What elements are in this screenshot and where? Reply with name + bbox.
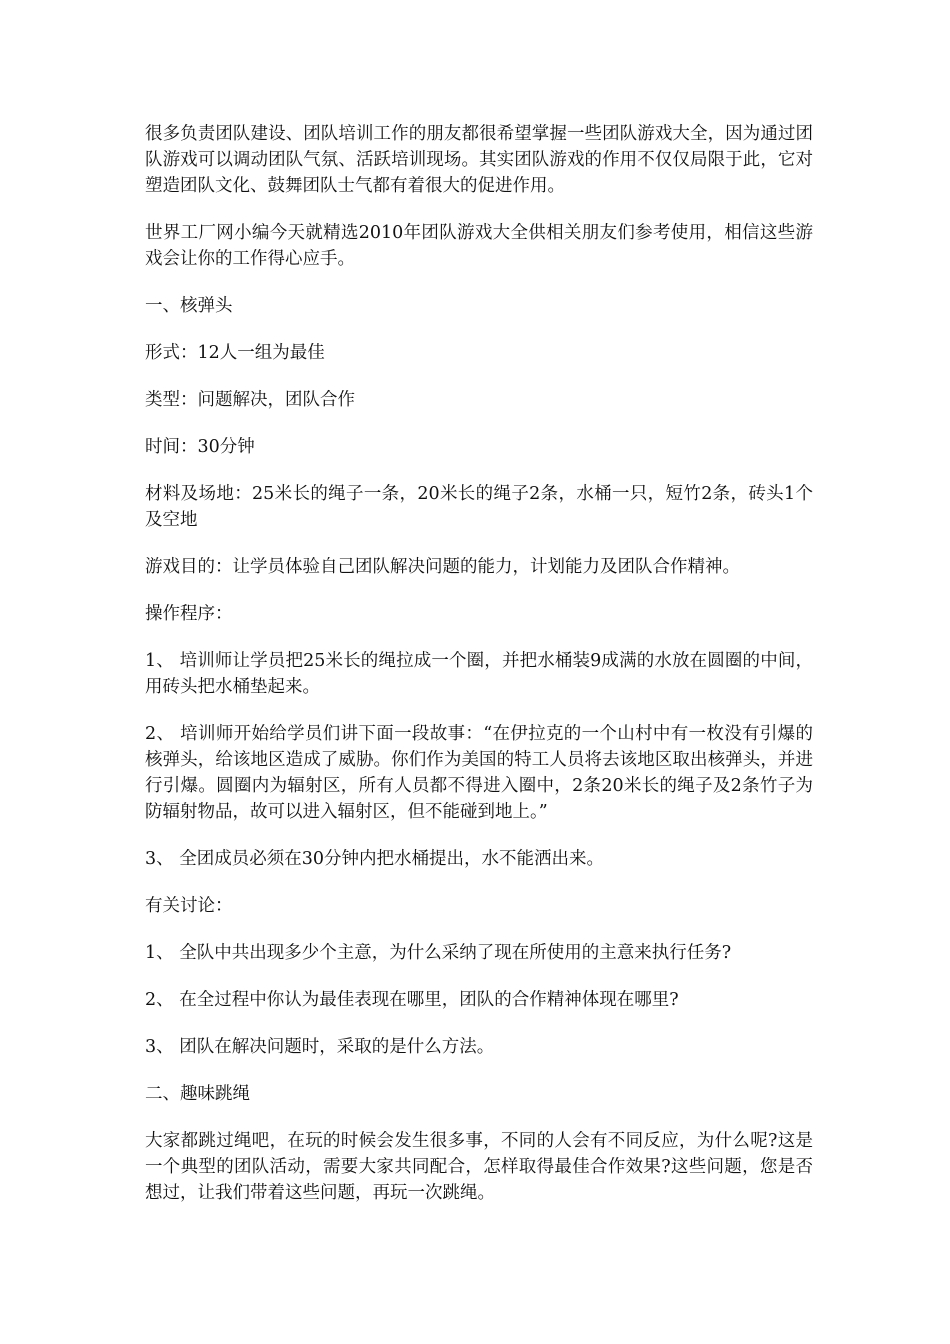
intro-paragraph: 世界工厂网小编今天就精选2010年团队游戏大全供相关朋友们参考使用，相信这些游戏会让你的工作得心应手。 <box>145 223 813 269</box>
section-paragraph: 大家都跳过绳吧，在玩的时候会发生很多事，不同的人会有不同反应，为什么呢?这是一个典型的团队活动，需要大家共同配合，怎样取得最佳合作效果?这些问题，您是否想过，让我们带着这些问题，再玩一次跳绳。 <box>145 1131 813 1203</box>
section-heading: 二、趣味跳绳 <box>145 1084 250 1104</box>
game-materials: 材料及场地：25米长的绳子一条，20米长的绳子2条，水桶一只，短竹2条，砖头1个及空地 <box>145 484 813 530</box>
discussion-label: 有关讨论： <box>145 896 233 916</box>
discussion-item: 1、 全队中共出现多少个主意，为什么采纳了现在所使用的主意来执行任务? <box>145 943 732 963</box>
intro-paragraph: 很多负责团队建设、团队培训工作的朋友都很希望掌握一些团队游戏大全，因为通过团队游戏可以调动团队气氛、活跃培训现场。其实团队游戏的作用不仅仅局限于此，它对塑造团队文化、鼓舞团队士气都有着很大的促进作用。 <box>145 124 813 196</box>
section-heading: 一、核弹头 <box>145 296 233 316</box>
game-time: 时间：30分钟 <box>145 437 255 457</box>
game-form: 形式：12人一组为最佳 <box>145 343 325 363</box>
game-purpose: 游戏目的：让学员体验自己团队解决问题的能力，计划能力及团队合作精神。 <box>145 557 740 577</box>
procedure-step: 1、 培训师让学员把25米长的绳拉成一个圈，并把水桶装9成满的水放在圆圈的中间，用砖头把水桶垫起来。 <box>145 651 813 697</box>
discussion-item: 3、 团队在解决问题时，采取的是什么方法。 <box>145 1037 495 1057</box>
document-page <box>145 121 813 1227</box>
procedure-step: 3、 全团成员必须在30分钟内把水桶提出，水不能洒出来。 <box>145 849 604 869</box>
procedure-label: 操作程序： <box>145 604 233 624</box>
discussion-item: 2、 在全过程中你认为最佳表现在哪里，团队的合作精神体现在哪里? <box>145 990 679 1010</box>
game-type: 类型：问题解决，团队合作 <box>145 390 355 410</box>
procedure-step: 2、 培训师开始给学员们讲下面一段故事：“在伊拉克的一个山村中有一枚没有引爆的核弹头，给该地区造成了威胁。你们作为美国的特工人员将去该地区取出核弹头，并进行引爆。圆圈内为辐射区，所有人员都不得进入圈中，2条20米长的绳子及2条竹子为防辐射物品，故可以进入辐射区，但不能碰到地上。” <box>145 724 813 822</box>
